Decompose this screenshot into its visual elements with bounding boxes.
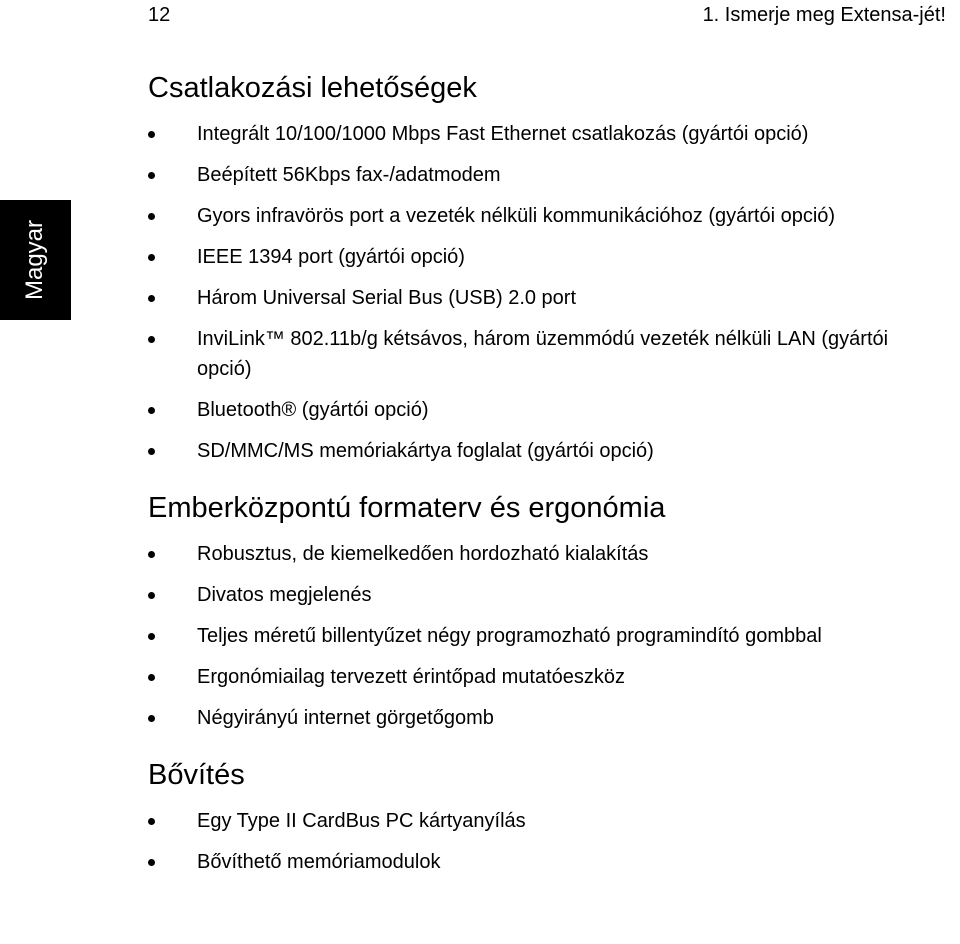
bullet-icon bbox=[148, 448, 155, 455]
list-item bbox=[148, 324, 948, 384]
list-item bbox=[148, 703, 948, 733]
bullet-icon bbox=[148, 633, 155, 640]
list-item-text: Bluetooth® (gyártói opció) bbox=[197, 399, 429, 421]
list-item-text: Ergonómiailag tervezett érintőpad mutatóeszköz bbox=[197, 666, 626, 688]
page-number: 12 bbox=[148, 4, 171, 26]
list-item-text: Beépített 56Kbps fax-/adatmodem bbox=[197, 164, 501, 186]
list-item bbox=[148, 119, 948, 149]
bullet-list bbox=[148, 119, 948, 466]
list-item-text: SD/MMC/MS memóriakártya foglalat (gyártói opció) bbox=[197, 440, 654, 462]
list-item bbox=[148, 580, 948, 610]
list-item bbox=[148, 242, 948, 272]
list-item bbox=[148, 160, 948, 190]
list-item-text: Négyirányú internet görgetőgomb bbox=[197, 707, 494, 729]
list-item bbox=[148, 283, 948, 313]
list-item-text: Integrált 10/100/1000 Mbps Fast Ethernet csatlakozás (gyártói opció) bbox=[197, 123, 809, 145]
bullet-icon bbox=[148, 172, 155, 179]
list-item-text: Gyors infravörös port a vezeték nélküli kommunikációhoz (gyártói opció) bbox=[197, 205, 836, 227]
section-ergonomics bbox=[148, 488, 948, 733]
bullet-icon bbox=[148, 407, 155, 414]
section-title: Bővítés bbox=[148, 759, 245, 791]
section-title: Csatlakozási lehetőségek bbox=[148, 72, 477, 104]
chapter-header: 1. Ismerje meg Extensa-jét! bbox=[702, 4, 946, 26]
bullet-icon bbox=[148, 336, 155, 343]
section-title: Emberközpontú formaterv és ergonómia bbox=[148, 492, 666, 524]
list-item bbox=[148, 539, 948, 569]
list-item-text: Teljes méretű billentyűzet négy programozható programindító gombbal bbox=[197, 625, 822, 647]
bullet-icon bbox=[148, 674, 155, 681]
language-tab-label: Magyar bbox=[21, 219, 49, 301]
bullet-icon bbox=[148, 131, 155, 138]
bullet-icon bbox=[148, 715, 155, 722]
bullet-icon bbox=[148, 295, 155, 302]
bullet-icon bbox=[148, 818, 155, 825]
list-item-text: Három Universal Serial Bus (USB) 2.0 port bbox=[197, 287, 577, 309]
page-content bbox=[148, 68, 948, 877]
list-item bbox=[148, 436, 948, 466]
bullet-icon bbox=[148, 254, 155, 261]
list-item-text: IEEE 1394 port (gyártói opció) bbox=[197, 246, 465, 268]
list-item bbox=[148, 201, 948, 231]
language-tab bbox=[0, 200, 71, 320]
bullet-list bbox=[148, 539, 948, 733]
list-item-text: Egy Type II CardBus PC kártyanyílás bbox=[197, 810, 526, 832]
list-item bbox=[148, 662, 948, 692]
list-item bbox=[148, 806, 948, 836]
list-item bbox=[148, 621, 948, 651]
bullet-list bbox=[148, 806, 948, 877]
list-item-text: Bővíthető memóriamodulok bbox=[197, 851, 441, 873]
section-connectivity bbox=[148, 68, 948, 466]
list-item-text: Divatos megjelenés bbox=[197, 584, 372, 606]
list-item bbox=[148, 847, 948, 877]
section-expansion bbox=[148, 755, 948, 877]
list-item-text: InviLink™ 802.11b/g kétsávos, három üzemmódú vezeték nélküli LAN (gyártói opció) bbox=[197, 328, 889, 380]
list-item bbox=[148, 395, 948, 425]
bullet-icon bbox=[148, 551, 155, 558]
list-item-text: Robusztus, de kiemelkedően hordozható kialakítás bbox=[197, 543, 649, 565]
bullet-icon bbox=[148, 592, 155, 599]
bullet-icon bbox=[148, 859, 155, 866]
bullet-icon bbox=[148, 213, 155, 220]
